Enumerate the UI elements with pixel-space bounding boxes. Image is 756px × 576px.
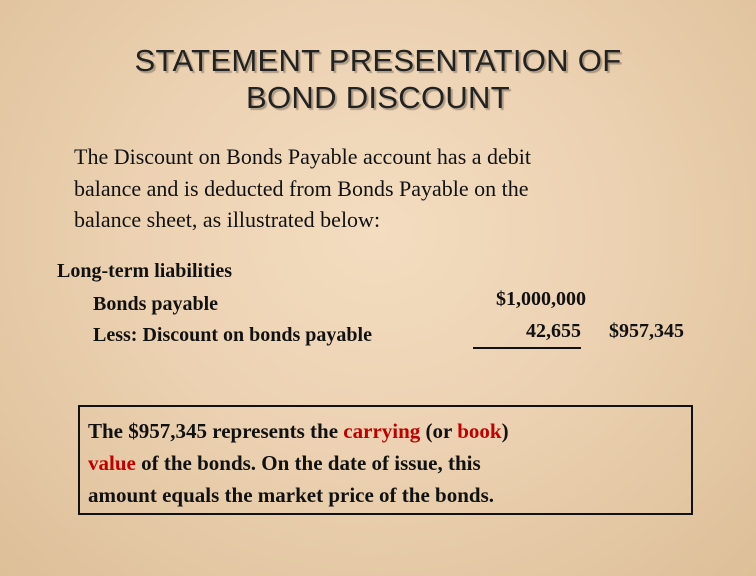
carrying-highlight: carrying [343,419,421,443]
intro-paragraph [74,141,714,236]
bonds-payable-amount: $1,000,000 [496,288,586,310]
note-line-2 [88,447,681,479]
note-text-1: The $957,345 represents the [88,419,344,443]
note-line-3: amount equals the market price of the bonds. [88,483,495,507]
intro-line-1: The Discount on Bonds Payable account has a debit [74,144,532,169]
note-text-3: ) [501,419,509,443]
carrying-value-amount: $957,345 [609,320,684,342]
note-text-4: of the bonds. On the date of issue, this [135,451,481,475]
note-text-2: (or [420,419,458,443]
bonds-payable-label: Bonds payable [93,293,219,315]
title-line-1: STATEMENT PRESENTATION OF [134,43,622,78]
discount-amount: 42,655 [526,320,581,342]
title-line-2: BOND DISCOUNT [246,80,510,115]
intro-line-3: balance sheet, as illustrated below: [74,207,381,232]
subtotal-underline [473,347,581,349]
slide-title [0,42,756,116]
discount-label: Less: Discount on bonds payable [93,324,372,346]
book-highlight: book [457,419,502,443]
long-term-liabilities-header: Long-term liabilities [57,260,232,282]
value-highlight: value [88,451,136,475]
carrying-value-note [78,405,693,515]
note-line-1 [88,415,681,447]
intro-line-2: balance and is deducted from Bonds Payable on the [74,175,529,201]
